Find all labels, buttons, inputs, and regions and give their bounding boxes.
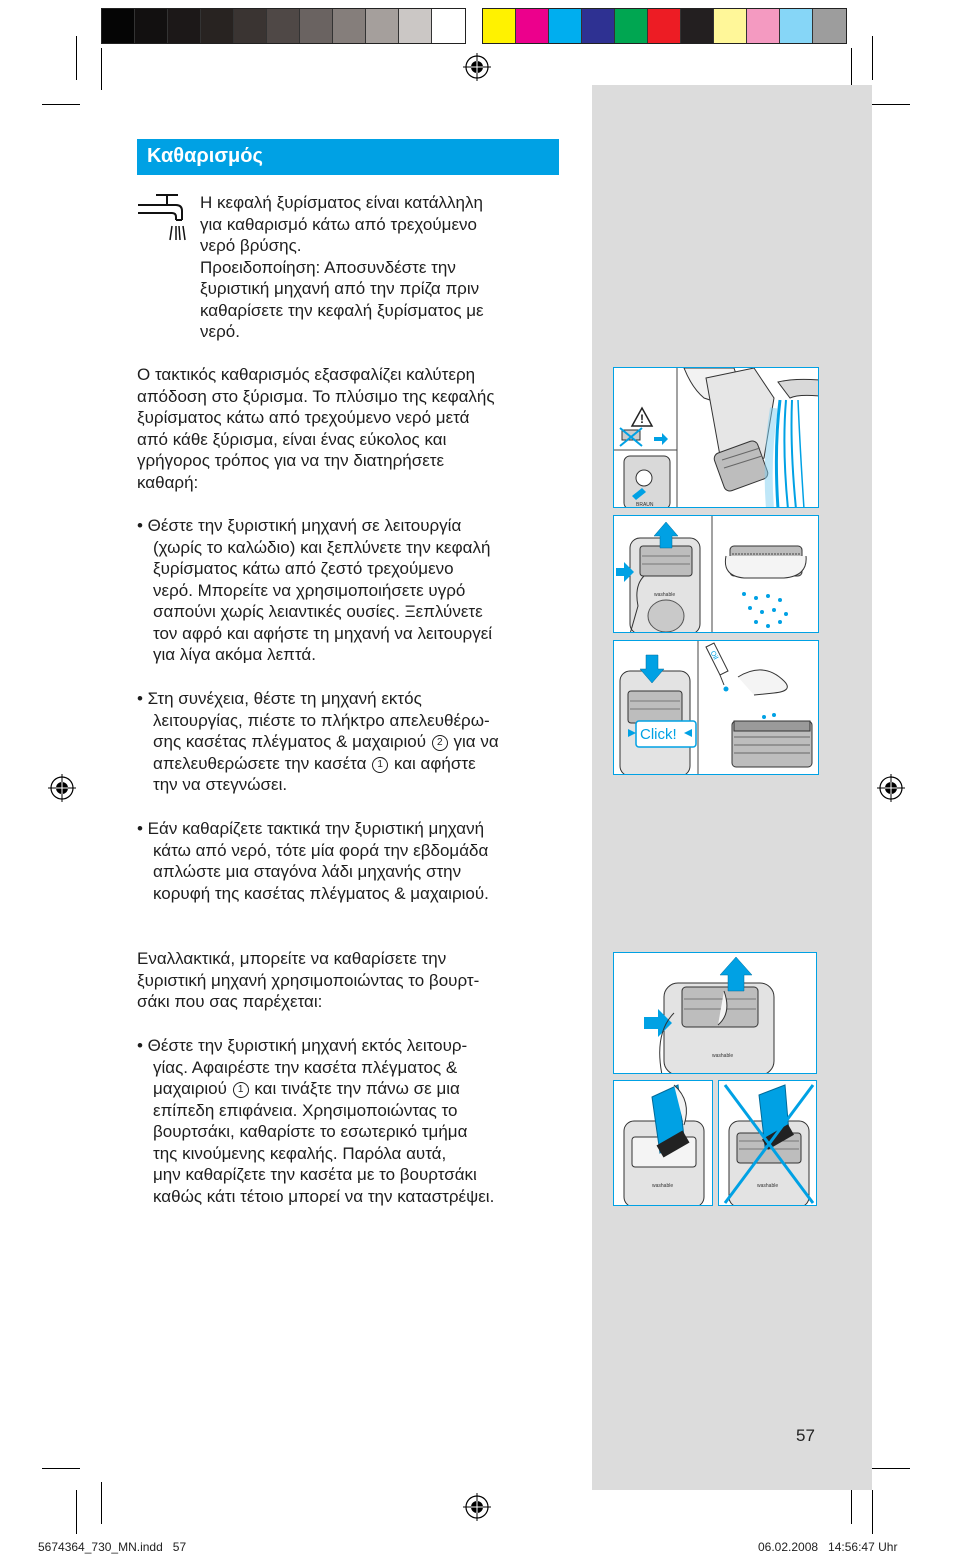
color-swatch (300, 9, 333, 43)
intro-text: Η κεφαλή ξυρίσματος είναι κατάλληλη για καθαρισμό κάτω από τρεχούμενο νερό βρύσης. Προειδοποίηση: Αποσυνδέστε την ξυριστική μηχανή από την πρίζα πριν καθαρίσετε την κεφαλή ξυρίσματος με νερό. (200, 193, 484, 341)
color-swatch (135, 9, 168, 43)
crop-mark (42, 1468, 80, 1469)
bullet-oil: • Εάν καθαρίζετε τακτικά την ξυριστική μηχανή κάτω από νερό, τότε μία φορά την εβδομάδα απλώστε μια σταγόνα λάδι μηχανής στην κορυφή της κασέτας πλέγματος & μαχαιριού. (137, 819, 489, 903)
color-swatch (681, 9, 714, 43)
footer-file-info: 5674364_730_MN.indd 57 (38, 1540, 187, 1554)
color-swatch (615, 9, 648, 43)
side-illustration-panel (592, 85, 872, 1490)
figure-remove-cassette (613, 952, 817, 1074)
crop-mark (872, 1468, 910, 1469)
paragraph-regular-cleaning: Ο τακτικός καθαρισμός εξασφαλίζει καλύτερη απόδοση στο ξύρισμα. Το πλύσιμο της κεφαλής ξυρίσματος κάτω από τρεχούμενο νερό μετά από κάθε ξύρισμα, είναι ένας εύκολος και γρήγορος τρόπος για να την διατηρήσετε καθαρή: (137, 365, 495, 492)
crop-mark (872, 36, 873, 80)
crop-mark (101, 48, 102, 90)
paragraph-brush-cleaning: Εναλλακτικά, μπορείτε να καθαρίσετε την ξυριστική μηχανή χρησιμοποιώντας το βουρτ- σάκι που σας παρέχεται: (137, 949, 480, 1011)
color-swatch (234, 9, 267, 43)
crop-mark (851, 48, 852, 90)
color-swatch (201, 9, 234, 43)
registration-mark-icon (877, 774, 905, 802)
step-number-badge: 1 (372, 757, 388, 773)
crop-mark (42, 104, 80, 105)
footer-date-info: 06.02.2008 14:56:47 Uhr (758, 1540, 898, 1554)
color-swatch (582, 9, 615, 43)
color-swatch (366, 9, 399, 43)
oil-label: Oil (708, 650, 719, 661)
figure-brush-head-correct (613, 1080, 713, 1206)
washable-label: washable (712, 1053, 734, 1059)
figure-click-and-oil (613, 640, 819, 775)
color-swatch (516, 9, 549, 43)
bullet-brush: • Θέστε την ξυριστική μηχανή εκτός λειτουρ- γίας. Αφαιρέστε την κασέτα πλέγματος & μαχαιριού 1 και τινάξτε την πάνω σε μια επίπεδη επιφάνεια. Χρησιμοποιώντας το βουρτσάκι, καθαρίστε το εσωτερικό τμήμα της κινούμενης κεφαλής. Παρόλα αυτά, μην καθαρίζετε την κασέτα με το βουρτσάκι καθώς κάτι τέτοιο μπορεί να την καταστρέψει. (137, 1036, 495, 1206)
washable-label: washable (652, 1183, 674, 1189)
step-number-badge: 2 (432, 735, 448, 751)
color-calibration-bar-process (482, 8, 847, 44)
washable-label: washable (757, 1183, 779, 1189)
section-heading: Καθαρισμός (137, 139, 559, 175)
color-swatch (813, 9, 846, 43)
svg-text:!: ! (640, 412, 644, 426)
step-number-badge: 1 (233, 1082, 249, 1098)
color-swatch (747, 9, 780, 43)
color-swatch (432, 9, 465, 43)
click-label: Click! (640, 726, 677, 743)
washable-label: washable (654, 592, 676, 598)
crop-mark (101, 1482, 102, 1524)
figure-release-cassette (613, 515, 819, 633)
crop-mark (872, 1490, 873, 1534)
color-swatch (102, 9, 135, 43)
bullet-rinse: • Θέστε την ξυριστική μηχανή σε λειτουργία (χωρίς το καλώδιο) και ξεπλύνετε την κεφαλή ξυρίσματος κάτω από ζεστό τρεχούμενο νερό. Μπορείτε να χρησιμοποιήσετε υγρό σαπούνι χωρίς λειαντικές ουσίες. Ξεπλύνετε τον αφρό και αφήστε τη μηχανή να λειτουργεί για λίγα ακόμα λεπτά. (137, 516, 493, 664)
faucet-icon (136, 192, 190, 244)
color-swatch (267, 9, 300, 43)
color-swatch (399, 9, 432, 43)
registration-mark-icon (463, 1493, 491, 1521)
color-swatch (483, 9, 516, 43)
crop-mark (76, 36, 77, 80)
crop-mark (76, 1490, 77, 1534)
color-swatch (333, 9, 366, 43)
color-swatch (648, 9, 681, 43)
registration-mark-icon (463, 53, 491, 81)
page-number: 57 (796, 1426, 815, 1445)
color-swatch (714, 9, 747, 43)
registration-mark-icon (48, 774, 76, 802)
color-swatch (549, 9, 582, 43)
crop-mark (872, 104, 910, 105)
color-swatch (780, 9, 813, 43)
color-swatch (168, 9, 201, 43)
figure-rinse-under-tap (613, 367, 819, 508)
color-calibration-bar-grayscale (101, 8, 466, 44)
brand-label: BRAUN (636, 502, 654, 508)
figure-brush-cassette-prohibited (718, 1080, 817, 1206)
bullet-release-cassette: • Στη συνέχεια, θέστε τη μηχανή εκτός λειτουργίας, πιέστε το πλήκτρο απελευθέρω- σης κασέτας πλέγματος & μαχαιριού 2 για να απελευθερώσετε την κασέτα 1 και αφήστε την να στεγνώσει. (137, 689, 499, 794)
